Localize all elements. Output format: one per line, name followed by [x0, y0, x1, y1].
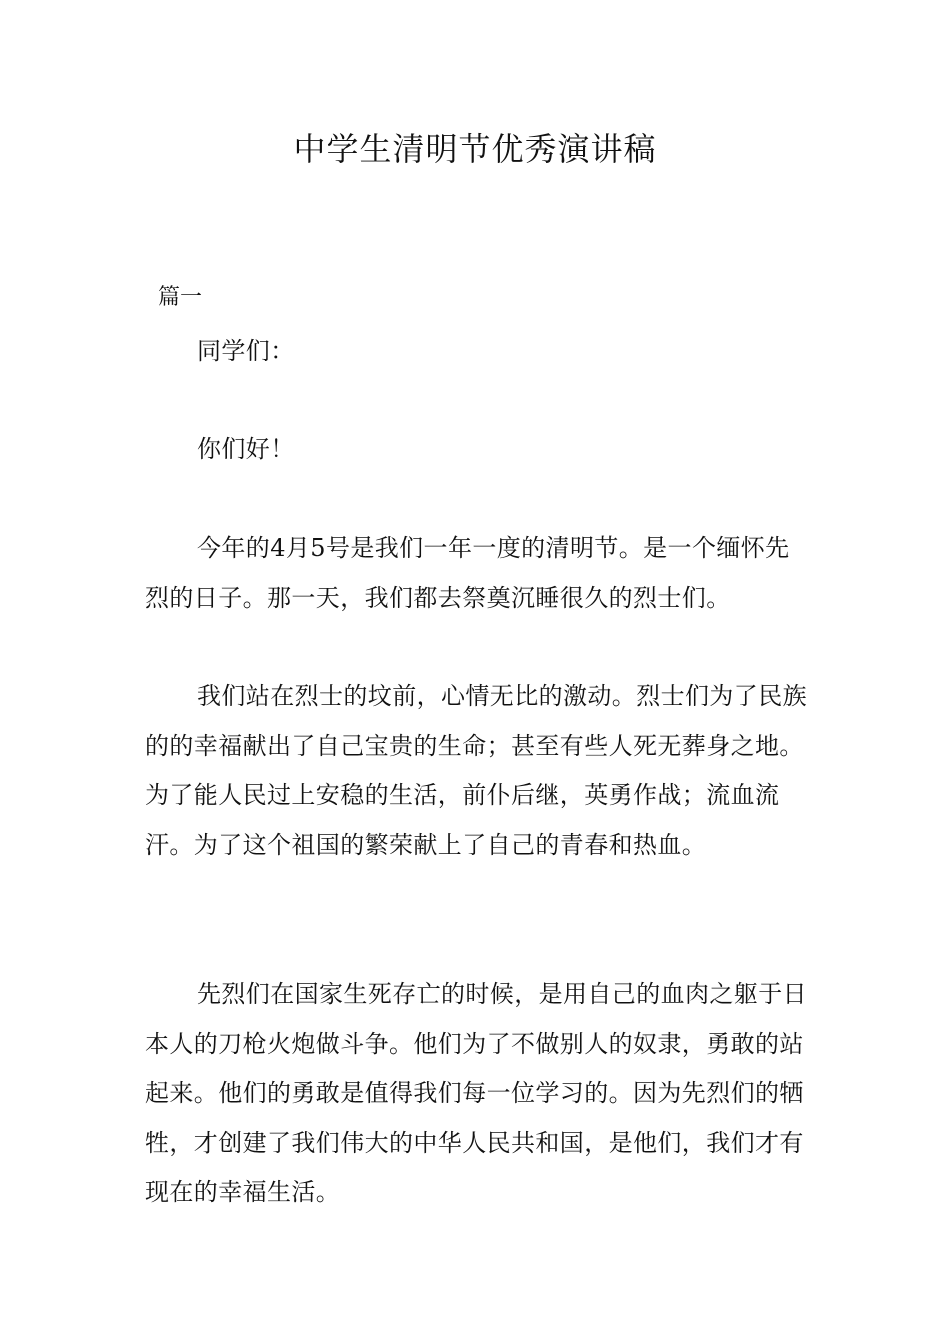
section-label: 篇一: [158, 285, 203, 310]
paragraph-body-2: 我们站在烈士的坟前，心情无比的激动。烈士们为了民族的的幸福献出了自己宝贵的生命；甚至有些人死无葬身之地。为了能人民过上安稳的生活，前仆后继，英勇作战；流血流汗。为了这个祖国的繁荣献上了自己的青春和热血。: [145, 682, 807, 859]
paragraph-body-1: 今年的4月5号是我们一年一度的清明节。是一个缅怀先烈的日子。那一天，我们都去祭奠沉睡很久的烈士们。: [145, 534, 790, 612]
paragraph-greeting: 同学们：: [197, 337, 295, 365]
document-title: 中学生清明节优秀演讲稿: [293, 130, 657, 168]
paragraph-body-3: 先烈们在国家生死存亡的时候，是用自己的血肉之躯于日本人的刀枪火炮做斗争。他们为了不做别人的奴隶，勇敢的站起来。他们的勇敢是值得我们每一位学习的。因为先烈们的牺牲，才创建了我们伟大的中华人民共和国，是他们，我们才有现在的幸福生活。: [145, 980, 807, 1206]
paragraph-hello: 你们好！: [197, 435, 295, 463]
